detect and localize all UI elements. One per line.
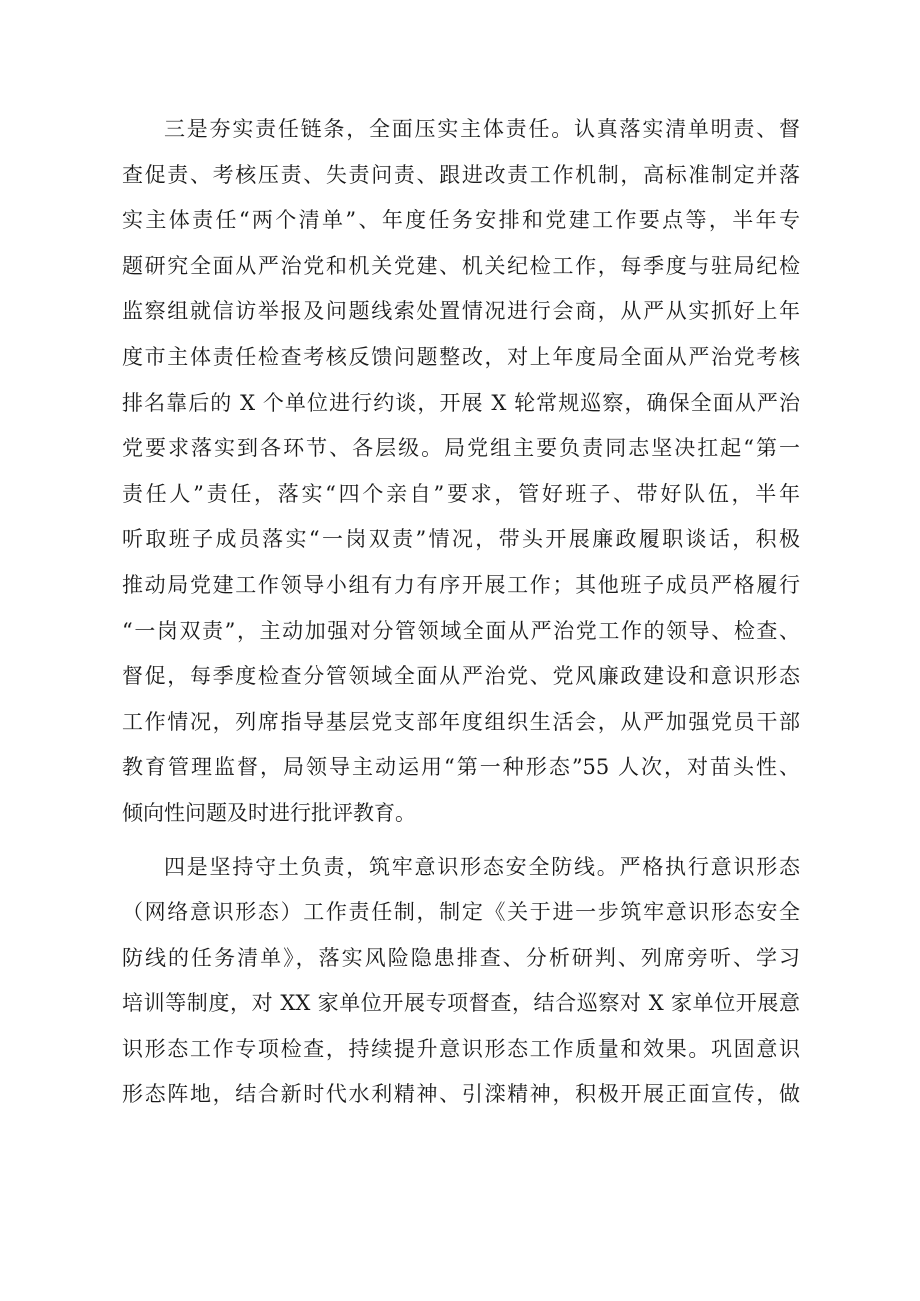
- text-line: 推动局党建工作领导小组有力有序开展工作；其他班子成员严格履行: [122, 572, 800, 597]
- text-line: 防线的任务清单》，落实风险隐患排查、分析研判、列席旁听、学习: [122, 945, 800, 970]
- text-line: 倾向性问题及时进行批评教育。: [122, 800, 416, 825]
- text-line: 督促，每季度检查分管领域全面从严治党、党风廉政建设和意识形态: [122, 664, 800, 689]
- text-line: 听取班子成员落实“一岗双责”情况，带头开展廉政履职谈话，积极: [122, 527, 800, 552]
- text-line: 培训等制度，对 XX 家单位开展专项督查，结合巡察对 X 家单位开展意: [122, 991, 800, 1016]
- text-line: 责任人”责任，落实“四个亲自”要求，管好班子、带好队伍，半年: [122, 481, 800, 506]
- text-line: 形态阵地，结合新时代水利精神、引滦精神，积极开展正面宣传，做: [122, 1082, 800, 1107]
- text-line: 度市主体责任检查考核反馈问题整改，对上年度局全面从严治党考核: [122, 344, 800, 369]
- text-line: 监察组就信访举报及问题线索处置情况进行会商，从严从实抓好上年: [122, 299, 800, 324]
- text-line: 题研究全面从严治党和机关党建、机关纪检工作，每季度与驻局纪检: [122, 253, 800, 278]
- text-line: 工作情况，列席指导基层党支部年度组织生活会，从严加强党员干部: [122, 709, 800, 734]
- text-line: 排名靠后的 X 个单位进行约谈，开展 X 轮常规巡察，确保全面从严治: [122, 390, 800, 415]
- text-line: 四是坚持守土负责，筑牢意识形态安全防线。严格执行意识形态: [164, 854, 800, 879]
- paragraph-responsibility-chain: [122, 107, 800, 837]
- text-line: 实主体责任“两个清单”、年度任务安排和党建工作要点等，半年专: [122, 208, 800, 233]
- text-line: “一岗双责”，主动加强对分管领域全面从严治党工作的领导、检查、: [122, 618, 800, 643]
- document-body: [122, 107, 800, 1118]
- text-line: 教育管理监督，局领导主动运用“第一种形态”55 人次，对苗头性、: [122, 755, 800, 780]
- text-line: （网络意识形态）工作责任制，制定《关于进一步筑牢意识形态安全: [122, 900, 800, 925]
- text-line: 识形态工作专项检查，持续提升意识形态工作质量和效果。巩固意识: [122, 1036, 800, 1061]
- text-line: 党要求落实到各环节、各层级。局党组主要负责同志坚决扛起“第一: [122, 436, 800, 461]
- text-line: 查促责、考核压责、失责问责、跟进改责工作机制，高标准制定并落: [122, 162, 800, 187]
- paragraph-ideology-defense: [122, 845, 800, 1119]
- text-line: 三是夯实责任链条，全面压实主体责任。认真落实清单明责、督: [164, 117, 800, 141]
